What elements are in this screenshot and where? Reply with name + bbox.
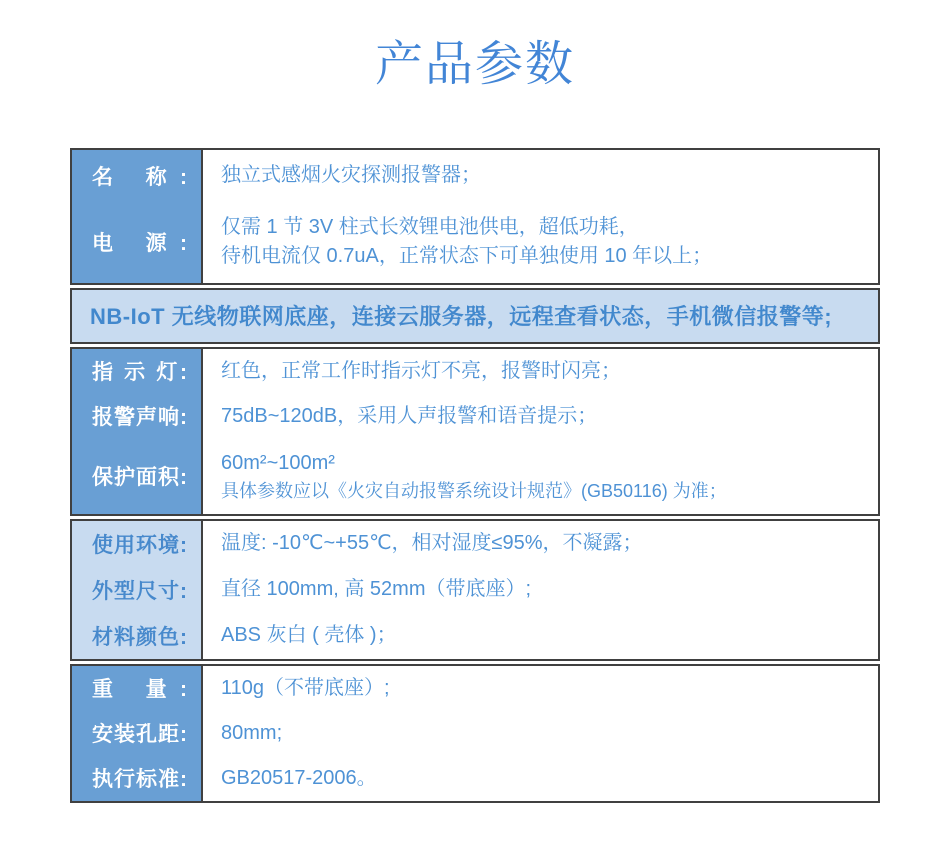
row-label-text: 电 源:	[92, 232, 187, 256]
row-label	[72, 349, 203, 394]
row-label-text: 执行标准:	[92, 768, 187, 792]
row-value	[203, 666, 878, 711]
banner-row	[70, 288, 880, 344]
row-value	[203, 150, 878, 202]
row-value	[203, 756, 878, 801]
row-label	[72, 439, 203, 514]
row-label	[72, 394, 203, 439]
row-label	[72, 521, 203, 567]
table-row	[72, 150, 878, 202]
row-label	[72, 202, 203, 283]
table-row	[72, 666, 878, 711]
banner-text: NB-IoT 无线物联网底座，连接云服务器，远程查看状态，手机微信报警等;	[90, 304, 833, 330]
row-label-text: 使用环境:	[92, 533, 187, 557]
value-line: 仅需 1 节 3V 柱式长效锂电池供电，超低功耗，	[221, 216, 639, 239]
row-label	[72, 150, 203, 202]
value-line: 温度: -10℃~+55℃，相对湿度≤95%，不凝露；	[221, 532, 643, 555]
row-label-text: 保护面积:	[92, 466, 187, 490]
row-label-text: 报警声响:	[92, 406, 187, 430]
row-value	[203, 439, 878, 514]
table-section	[70, 347, 880, 516]
value-line: 60m²~100m²	[221, 451, 335, 474]
table-section	[70, 664, 880, 803]
value-line: 具体参数应以《火灾自动报警系统设计规范》(GB50116) 为准；	[221, 480, 727, 501]
row-value	[203, 521, 878, 567]
row-value	[203, 711, 878, 756]
row-value	[203, 202, 878, 283]
table-row	[72, 439, 878, 514]
row-value	[203, 613, 878, 659]
row-value	[203, 349, 878, 394]
value-line: 待机电流仅 0.7uA，正常状态下可单独使用 10 年以上；	[221, 245, 713, 268]
table-section	[70, 148, 880, 285]
page-title: 产品参数	[374, 38, 575, 91]
table-row	[72, 613, 878, 659]
value-line: 110g（不带底座）;	[221, 676, 390, 699]
value-line: GB20517-2006。	[221, 766, 377, 789]
row-label-text: 外型尺寸:	[92, 579, 187, 603]
row-label	[72, 711, 203, 756]
table-row	[72, 756, 878, 801]
row-label-text: 名 称:	[92, 165, 187, 189]
table-row	[72, 349, 878, 394]
table-row	[72, 711, 878, 756]
value-line: 80mm;	[221, 721, 283, 744]
row-label-text: 指 示 灯:	[92, 361, 187, 385]
row-value	[203, 394, 878, 439]
row-label-text: 材料颜色:	[92, 625, 187, 649]
row-label	[72, 567, 203, 613]
value-line: ABS 灰白 ( 壳体 )；	[221, 624, 397, 647]
table-row	[72, 394, 878, 439]
row-label	[72, 613, 203, 659]
row-label-text: 安装孔距:	[92, 723, 187, 747]
row-label-text: 重 量:	[92, 678, 187, 702]
table-row	[72, 567, 878, 613]
value-line: 75dB~120dB，采用人声报警和语音提示；	[221, 404, 598, 427]
table-section	[70, 519, 880, 661]
table-row	[72, 202, 878, 283]
row-label	[72, 666, 203, 711]
value-line: 直径 100mm, 高 52mm（带底座）;	[221, 578, 532, 601]
table-row	[72, 521, 878, 567]
value-line: 独立式感烟火灾探测报警器；	[221, 164, 481, 187]
row-value	[203, 567, 878, 613]
value-line: 红色，正常工作时指示灯不亮，报警时闪亮；	[221, 359, 621, 382]
row-label	[72, 756, 203, 801]
parameters-table	[70, 148, 880, 803]
